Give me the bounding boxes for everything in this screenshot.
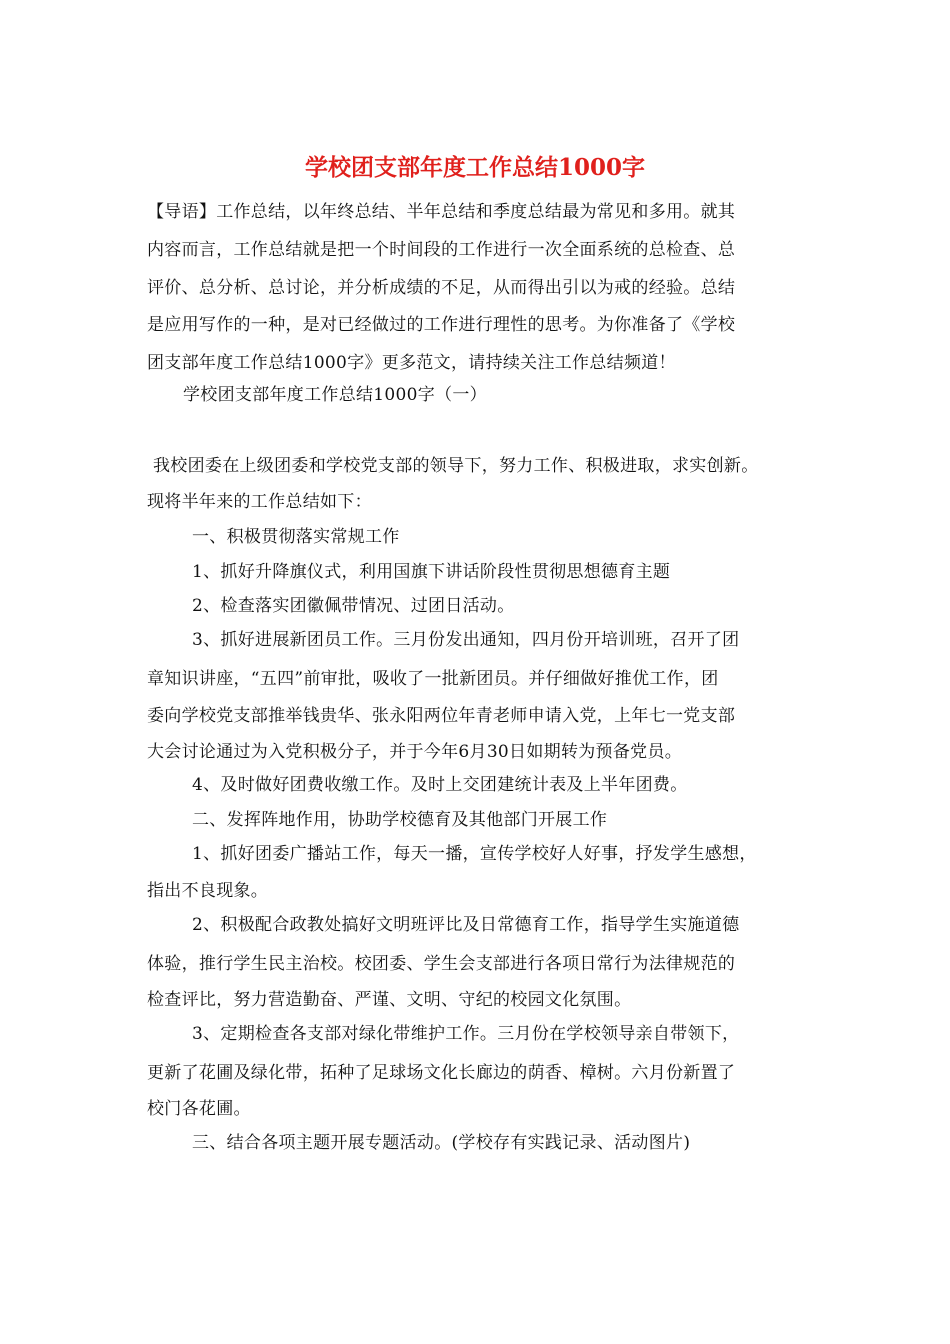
paragraph-line: 大会讨论通过为入党积极分子，并于今年6月30日如期转为预备党员。 bbox=[147, 742, 683, 762]
list-item: 2、积极配合政教处搞好文明班评比及日常德育工作，指导学生实施道德 bbox=[192, 915, 740, 935]
document-title: 学校团支部年度工作总结1000字 bbox=[304, 154, 645, 181]
paragraph-line: 章知识讲座，“五四”前审批，吸收了一批新团员。并仔细做好推优工作，团 bbox=[147, 669, 719, 689]
paragraph-line: 是应用写作的一种，是对已经做过的工作进行理性的思考。为你准备了《学校 bbox=[147, 315, 736, 335]
paragraph-line: 指出不良现象。 bbox=[147, 881, 269, 901]
list-item: 2、检查落实团徽佩带情况、过团日活动。 bbox=[192, 596, 515, 616]
section-heading: 学校团支部年度工作总结1000字（一） bbox=[183, 385, 487, 405]
paragraph-line: 我校团委在上级团委和学校党支部的领导下，努力工作、积极进取，求实创新。 bbox=[153, 456, 759, 476]
paragraph-line: 体验，推行学生民主治校。校团委、学生会支部进行各项日常行为法律规范的 bbox=[147, 954, 736, 974]
list-item: 3、抓好进展新团员工作。三月份发出通知，四月份开培训班，召开了团 bbox=[192, 630, 740, 650]
paragraph-line: 校门各花圃。 bbox=[147, 1099, 251, 1119]
list-item: 3、定期检查各支部对绿化带维护工作。三月份在学校领导亲自带领下， bbox=[192, 1024, 740, 1044]
paragraph-line: 【导语】工作总结，以年终总结、半年总结和季度总结最为常见和多用。就其 bbox=[147, 202, 736, 222]
paragraph-line: 现将半年来的工作总结如下： bbox=[147, 492, 372, 512]
paragraph-line: 更新了花圃及绿化带，拓种了足球场文化长廊边的荫香、樟树。六月份新置了 bbox=[147, 1063, 736, 1083]
paragraph-line: 委向学校党支部推举钱贵华、张永阳两位年青老师申请入党，上年七一党支部 bbox=[147, 706, 736, 726]
paragraph-line: 检查评比，努力营造勤奋、严谨、文明、守纪的校园文化氛围。 bbox=[147, 990, 632, 1010]
section-heading: 三、结合各项主题开展专题活动。(学校存有实践记录、活动图片) bbox=[192, 1133, 691, 1153]
paragraph-line: 评价、总分析、总讨论，并分析成绩的不足，从而得出引以为戒的经验。总结 bbox=[147, 278, 736, 298]
list-item: 1、抓好升降旗仪式，利用国旗下讲话阶段性贯彻思想德育主题 bbox=[192, 562, 671, 582]
section-heading: 二、发挥阵地作用，协助学校德育及其他部门开展工作 bbox=[192, 810, 608, 830]
list-item: 4、及时做好团费收缴工作。及时上交团建统计表及上半年团费。 bbox=[192, 775, 688, 795]
paragraph-line: 团支部年度工作总结1000字》更多范文，请持续关注工作总结频道！ bbox=[147, 353, 676, 373]
list-item: 1、抓好团委广播站工作，每天一播，宣传学校好人好事，抒发学生感想， bbox=[192, 844, 757, 864]
paragraph-line: 内容而言，工作总结就是把一个时间段的工作进行一次全面系统的总检查、总 bbox=[147, 240, 736, 260]
section-heading: 一、积极贯彻落实常规工作 bbox=[192, 527, 400, 547]
